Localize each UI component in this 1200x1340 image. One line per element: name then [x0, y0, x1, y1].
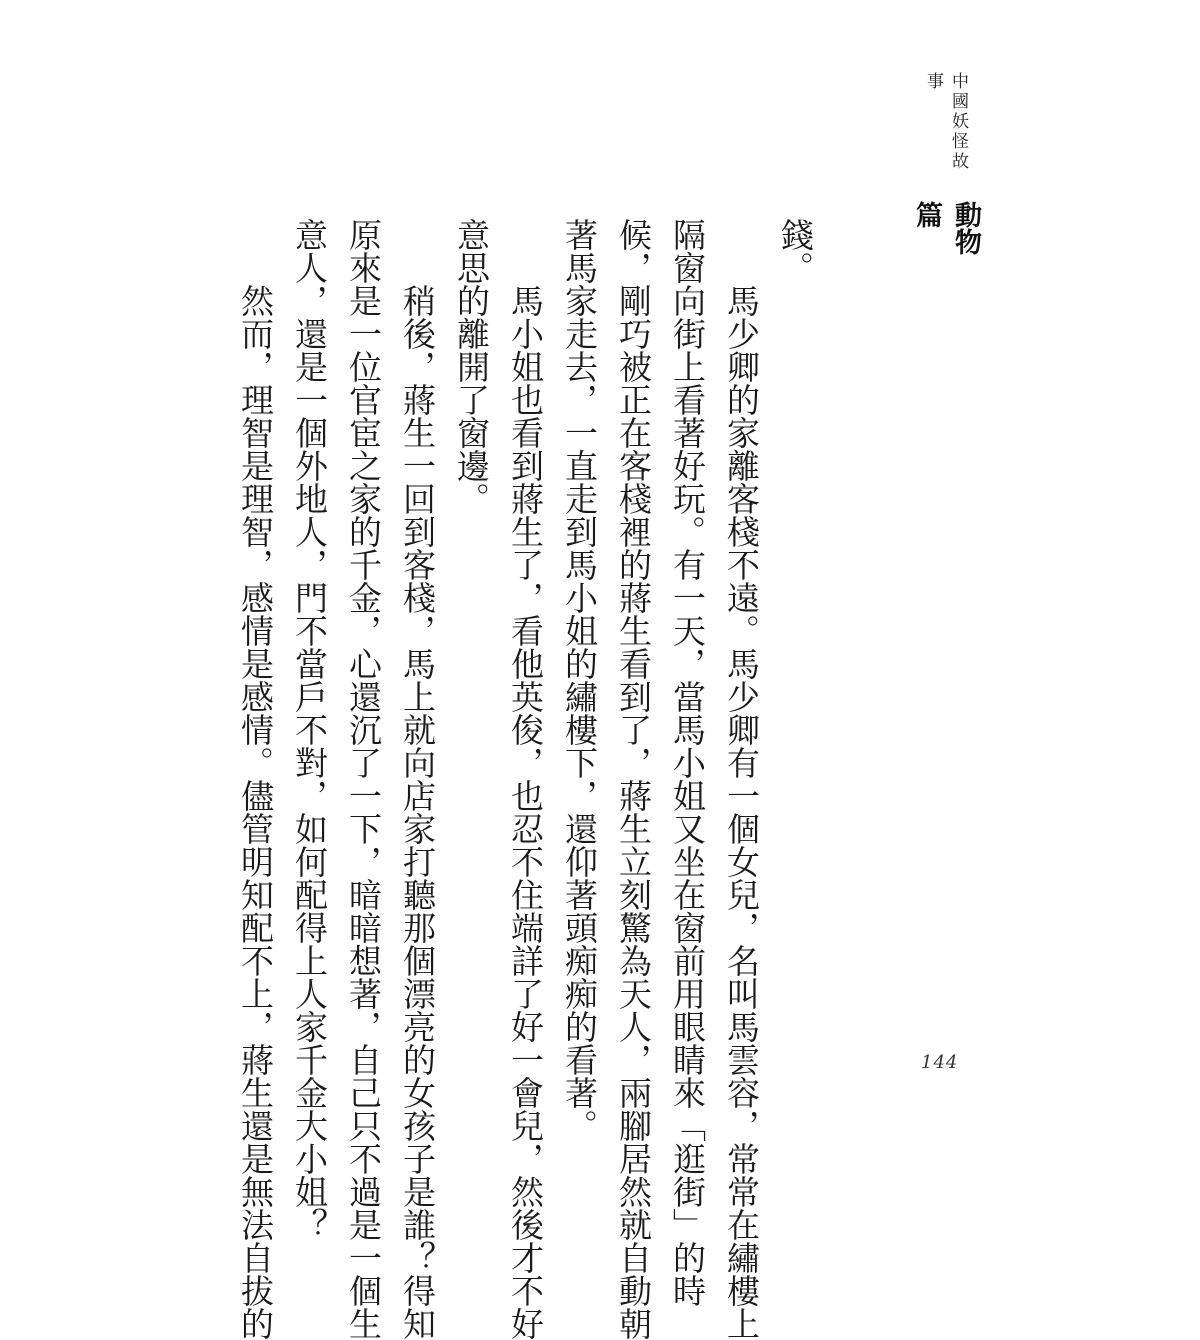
series-title: 中國妖怪故事 — [923, 72, 968, 172]
paragraph-line: 原來是一位官宦之家的千金，心還沉了一下，暗暗想著，自己只不過是一個生 — [344, 218, 383, 1340]
paragraph-line: 馬少卿的家離客棧不遠。馬少卿有一個女兒，名叫馬雲容，常常在繡樓上 — [722, 284, 761, 1340]
paragraph-line: 候，剛巧被正在客棧裡的蔣生看到了，蔣生立刻驚為天人，兩腳居然就自動朝 — [614, 218, 653, 1340]
paragraph-line: 馬小姐也看到蔣生了，看他英俊，也忍不住端詳了好一會兒，然後才不好 — [506, 284, 545, 1340]
volume-title: 動物篇 — [911, 201, 981, 256]
paragraph-line: 然而，理智是理智，感情是感情。儘管明知配不上，蔣生還是無法自拔的 — [236, 284, 275, 1340]
paragraph-line: 錢。 — [776, 218, 815, 284]
body-text — [228, 218, 822, 1340]
running-header — [911, 72, 981, 282]
paragraph-line: 著馬家走去，一直走到馬小姐的繡樓下，還仰著頭痴痴的看著。 — [560, 218, 599, 1142]
paragraph-line: 隔窗向街上看著好玩。有一天，當馬小姐又坐在窗前用眼睛來「逛街」的時 — [668, 218, 707, 1307]
paragraph-line: 意思的離開了窗邊。 — [452, 218, 491, 515]
paragraph-line: 意人，還是一個外地人，門不當戶不對，如何配得上人家千金大小姐？ — [290, 218, 329, 1241]
paragraph-line: 稍後，蔣生一回到客棧，馬上就向店家打聽那個漂亮的女孩子是誰？得知 — [398, 284, 437, 1340]
page-number: 144 — [921, 1052, 959, 1073]
